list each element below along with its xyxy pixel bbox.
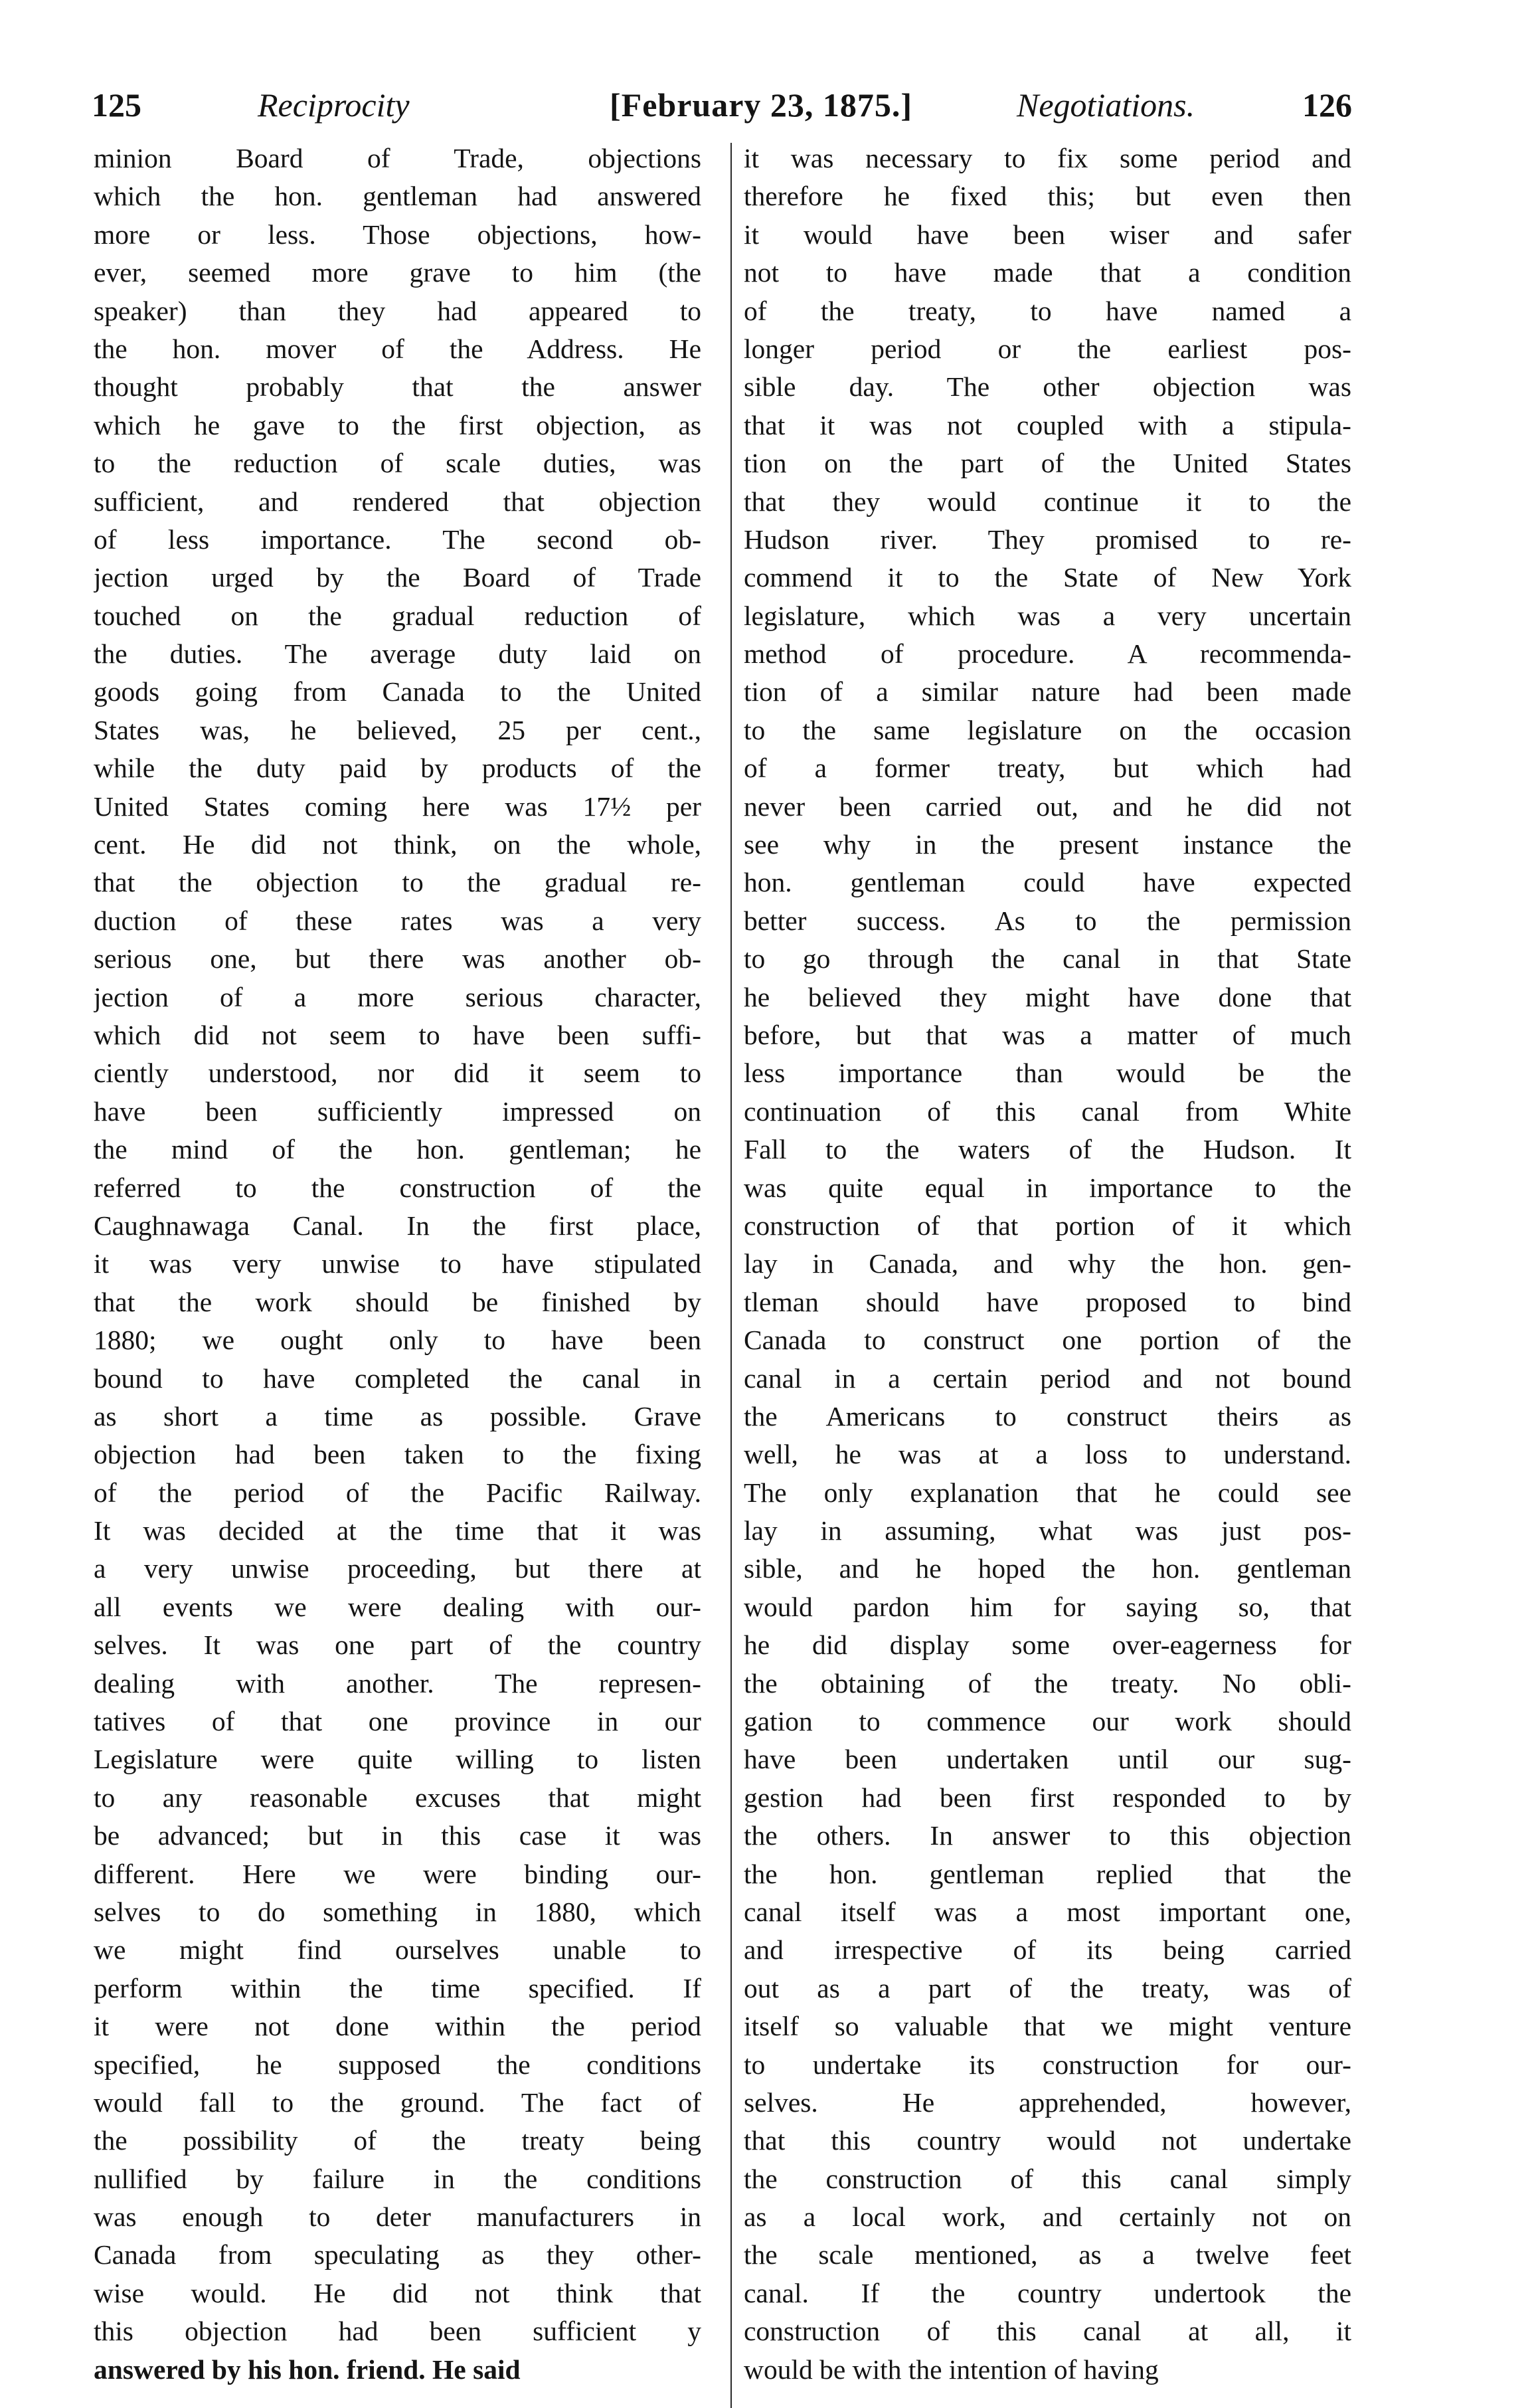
- text-line: nullified by failure in the conditions: [94, 2163, 701, 2194]
- text-line: not to have made that a condition: [744, 257, 1351, 288]
- text-line: the mind of the hon. gentleman; he: [94, 1134, 701, 1165]
- left-page-number: 125: [92, 86, 141, 124]
- text-line: we might find ourselves unable to: [94, 1934, 701, 1966]
- text-line: of the treaty, to have named a: [744, 295, 1351, 326]
- text-line: as short a time as possible. Grave: [94, 1400, 701, 1432]
- text-line: well, he was at a loss to understand.: [744, 1439, 1351, 1470]
- text-line: selves to do something in 1880, which: [94, 1896, 701, 1927]
- text-line: bound to have completed the canal in: [94, 1362, 701, 1394]
- text-line: answered by his hon. friend. He said: [94, 2354, 521, 2385]
- text-line: thought probably that the answer: [94, 371, 701, 403]
- text-line: which did not seem to have been suffi-: [94, 1019, 701, 1050]
- text-line: Legislature were quite willing to listen: [94, 1744, 701, 1775]
- text-line: wise would. He did not think that: [94, 2277, 701, 2308]
- text-line: objection had been taken to the fixing: [94, 1439, 701, 1470]
- text-line: lay in Canada, and why the hon. gen-: [744, 1248, 1351, 1279]
- text-line: that this country would not undertake: [744, 2125, 1351, 2156]
- text-line: goods going from Canada to the United: [94, 676, 701, 707]
- text-line: the construction of this canal simply: [744, 2163, 1351, 2194]
- text-line: less importance than would be the: [744, 1058, 1351, 1089]
- text-line: would be with the intention of having: [744, 2354, 1159, 2385]
- text-line: speaker) than they had appeared to: [94, 295, 701, 326]
- text-line: more or less. Those objections, how-: [94, 219, 701, 250]
- text-line: ciently understood, nor did it seem to: [94, 1058, 701, 1089]
- text-line: which the hon. gentleman had answered: [94, 181, 701, 212]
- text-line: canal itself was a most important one,: [744, 1896, 1351, 1927]
- text-line: lay in assuming, what was just pos-: [744, 1515, 1351, 1546]
- right-text-column: [744, 139, 1351, 2389]
- text-line: hon. gentleman could have expected: [744, 867, 1351, 898]
- text-line: jection urged by the Board of Trade: [94, 562, 701, 593]
- text-line: Canada to construct one portion of the: [744, 1325, 1351, 1356]
- text-line: commend it to the State of New York: [744, 562, 1351, 593]
- text-line: to undertake its construction for our-: [744, 2049, 1351, 2080]
- text-line: was quite equal in importance to the: [744, 1172, 1351, 1203]
- text-line: tion of a similar nature had been made: [744, 676, 1351, 707]
- left-text-column: [94, 139, 701, 2389]
- text-line: that the work should be finished by: [94, 1286, 701, 1317]
- text-line: the hon. gentleman replied that the: [744, 1858, 1351, 1889]
- text-line: the obtaining of the treaty. No obli-: [744, 1667, 1351, 1699]
- text-line: cent. He did not think, on the whole,: [94, 829, 701, 860]
- text-line: never been carried out, and he did not: [744, 790, 1351, 822]
- text-line: that they would continue it to the: [744, 486, 1351, 517]
- text-line: as a local work, and certainly not on: [744, 2201, 1351, 2233]
- page-header: [92, 78, 1353, 132]
- text-line: legislature, which was a very uncertain: [744, 600, 1351, 631]
- text-line: out as a part of the treaty, was of: [744, 1972, 1351, 2003]
- text-line: itself so valuable that we might venture: [744, 2011, 1351, 2042]
- text-line: was enough to deter manufacturers in: [94, 2201, 701, 2233]
- text-line: have been sufficiently impressed on: [94, 1095, 701, 1127]
- text-line: of a former treaty, but which had: [744, 753, 1351, 784]
- text-line: Caughnawaga Canal. In the first place,: [94, 1210, 701, 1241]
- text-line: while the duty paid by products of the: [94, 753, 701, 784]
- text-line: 1880; we ought only to have been: [94, 1325, 701, 1356]
- text-line: it was very unwise to have stipulated: [94, 1248, 701, 1279]
- header-date: [February 23, 1875.]: [610, 86, 913, 124]
- text-line: the hon. mover of the Address. He: [94, 333, 701, 364]
- text-line: all events we were dealing with our-: [94, 1591, 701, 1622]
- text-line: sible, and he hoped the hon. gentleman: [744, 1553, 1351, 1584]
- text-line: to go through the canal in that State: [744, 943, 1351, 974]
- text-line: sufficient, and rendered that objection: [94, 486, 701, 517]
- left-running-title: Reciprocity: [258, 86, 410, 124]
- text-line: the scale mentioned, as a twelve feet: [744, 2239, 1351, 2270]
- text-line: to the same legislature on the occasion: [744, 714, 1351, 745]
- text-line: canal. If the country undertook the: [744, 2277, 1351, 2308]
- text-line: better success. As to the permission: [744, 905, 1351, 936]
- text-line: construction of that portion of it which: [744, 1210, 1351, 1241]
- text-line: longer period or the earliest pos-: [744, 333, 1351, 364]
- text-line: of the period of the Pacific Railway.: [94, 1477, 701, 1508]
- text-line: this objection had been sufficient y: [94, 2316, 701, 2347]
- text-line: therefore he fixed this; but even then: [744, 181, 1351, 212]
- text-line: a very unwise proceeding, but there at: [94, 1553, 701, 1584]
- text-line: minion Board of Trade, objections: [94, 143, 701, 173]
- text-line: he believed they might have done that: [744, 981, 1351, 1012]
- text-line: Fall to the waters of the Hudson. It: [744, 1134, 1351, 1165]
- text-line: which he gave to the first objection, as: [94, 409, 701, 440]
- text-line: before, but that was a matter of much: [744, 1019, 1351, 1050]
- text-line: the duties. The average duty laid on: [94, 638, 701, 670]
- text-line: specified, he supposed the conditions: [94, 2049, 701, 2080]
- text-line: perform within the time specified. If: [94, 1972, 701, 2003]
- text-line: that it was not coupled with a stipula-: [744, 409, 1351, 440]
- text-line: serious one, but there was another ob-: [94, 943, 701, 974]
- text-line: referred to the construction of the: [94, 1172, 701, 1203]
- text-line: tion on the part of the United States: [744, 448, 1351, 479]
- text-line: The only explanation that he could see: [744, 1477, 1351, 1508]
- right-running-title: Negotiations.: [1017, 86, 1195, 124]
- text-line: the Americans to construct theirs as: [744, 1400, 1351, 1432]
- column-divider: [730, 143, 732, 2408]
- text-line: selves. It was one part of the country: [94, 1629, 701, 1661]
- text-line: that the objection to the gradual re-: [94, 867, 701, 898]
- text-line: touched on the gradual reduction of: [94, 600, 701, 631]
- text-line: to the reduction of scale duties, was: [94, 448, 701, 479]
- text-line: it was necessary to fix some period and: [744, 143, 1351, 173]
- text-line: he did display some over-eagerness for: [744, 1629, 1351, 1661]
- text-line: construction of this canal at all, it: [744, 2316, 1351, 2347]
- text-line: be advanced; but in this case it was: [94, 1820, 701, 1851]
- text-line: gation to commence our work should: [744, 1706, 1351, 1737]
- text-line: would fall to the ground. The fact of: [94, 2086, 701, 2118]
- text-line: method of procedure. A recommenda-: [744, 638, 1351, 670]
- text-line: tleman should have proposed to bind: [744, 1286, 1351, 1317]
- text-line: tatives of that one province in our: [94, 1706, 701, 1737]
- text-line: States was, he believed, 25 per cent.,: [94, 714, 701, 745]
- text-line: it would have been wiser and safer: [744, 219, 1351, 250]
- text-line: selves. He apprehended, however,: [744, 2086, 1351, 2118]
- text-line: Hudson river. They promised to re-: [744, 523, 1351, 555]
- text-line: to any reasonable excuses that might: [94, 1782, 701, 1813]
- text-line: the others. In answer to this objection: [744, 1820, 1351, 1851]
- text-line: continuation of this canal from White: [744, 1095, 1351, 1127]
- text-line: it were not done within the period: [94, 2011, 701, 2042]
- text-line: canal in a certain period and not bound: [744, 1362, 1351, 1394]
- text-line: different. Here we were binding our-: [94, 1858, 701, 1889]
- text-line: sible day. The other objection was: [744, 371, 1351, 403]
- text-line: would pardon him for saying so, that: [744, 1591, 1351, 1622]
- text-line: dealing with another. The represen-: [94, 1667, 701, 1699]
- right-page-number: 126: [1302, 86, 1352, 124]
- text-line: duction of these rates was a very: [94, 905, 701, 936]
- text-line: of less importance. The second ob-: [94, 523, 701, 555]
- text-line: have been undertaken until our sug-: [744, 1744, 1351, 1775]
- text-line: It was decided at the time that it was: [94, 1515, 701, 1546]
- text-line: gestion had been first responded to by: [744, 1782, 1351, 1813]
- text-line: ever, seemed more grave to him (the: [94, 257, 701, 288]
- text-line: United States coming here was 17½ per: [94, 790, 701, 822]
- text-line: the possibility of the treaty being: [94, 2125, 701, 2156]
- text-line: and irrespective of its being carried: [744, 1934, 1351, 1966]
- text-line: Canada from speculating as they other-: [94, 2239, 701, 2270]
- text-line: see why in the present instance the: [744, 829, 1351, 860]
- text-line: jection of a more serious character,: [94, 981, 701, 1012]
